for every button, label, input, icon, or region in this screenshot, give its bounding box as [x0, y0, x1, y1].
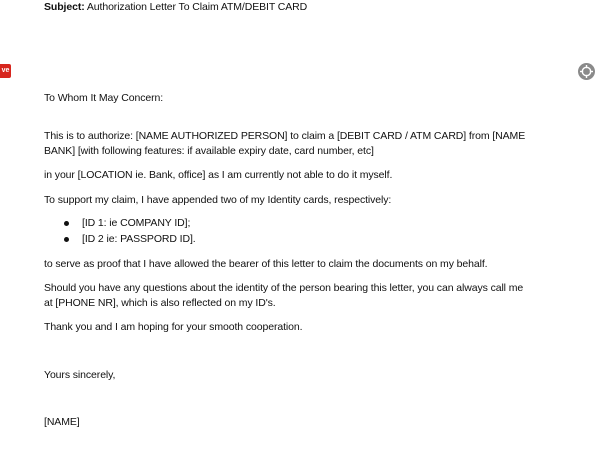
letter-greeting: To Whom It May Concern:	[44, 92, 164, 104]
move-handle[interactable]	[578, 63, 595, 80]
subject-label: Subject:	[44, 1, 85, 13]
paragraph-location: in your [LOCATION ie. Bank, office] as I am currently not able to do it myself.	[44, 169, 393, 181]
paragraph-support: To support my claim, I have appended two of my Identity cards, respectively:	[44, 194, 392, 206]
list-item	[44, 216, 196, 232]
paragraph-proof: to serve as proof that I have allowed the bearer of this letter to claim the documents on my behalf.	[44, 258, 488, 270]
list-item	[44, 232, 196, 248]
list-item-text: [ID 2 ie: PASSPORD ID].	[82, 233, 196, 245]
list-item-text: [ID 1: ie COMPANY ID];	[82, 217, 191, 229]
subject-text: Authorization Letter To Claim ATM/DEBIT CARD	[84, 1, 308, 13]
bullet-icon	[64, 237, 69, 242]
id-list	[44, 216, 196, 248]
paragraph-authorization: This is to authorize: [NAME AUTHORIZED PERSON] to claim a [DEBIT CARD / ATM CARD] from [NAME BANK] [with following features: if available expiry date, card number, etc]	[44, 130, 526, 157]
paragraph-questions: Should you have any questions about the identity of the person bearing this letter, you can always call me at [PHONE NR], which is also reflected on my ID's.	[44, 282, 524, 309]
side-badge[interactable]: ve	[0, 64, 11, 78]
move-crosshair-icon	[578, 63, 595, 80]
letter-closing: Yours sincerely,	[44, 369, 116, 381]
paragraph-thanks: Thank you and I am hoping for your smooth cooperation.	[44, 321, 303, 333]
subject-line	[44, 0, 307, 15]
bullet-icon	[64, 221, 69, 226]
letter-signature: [NAME]	[44, 416, 80, 428]
